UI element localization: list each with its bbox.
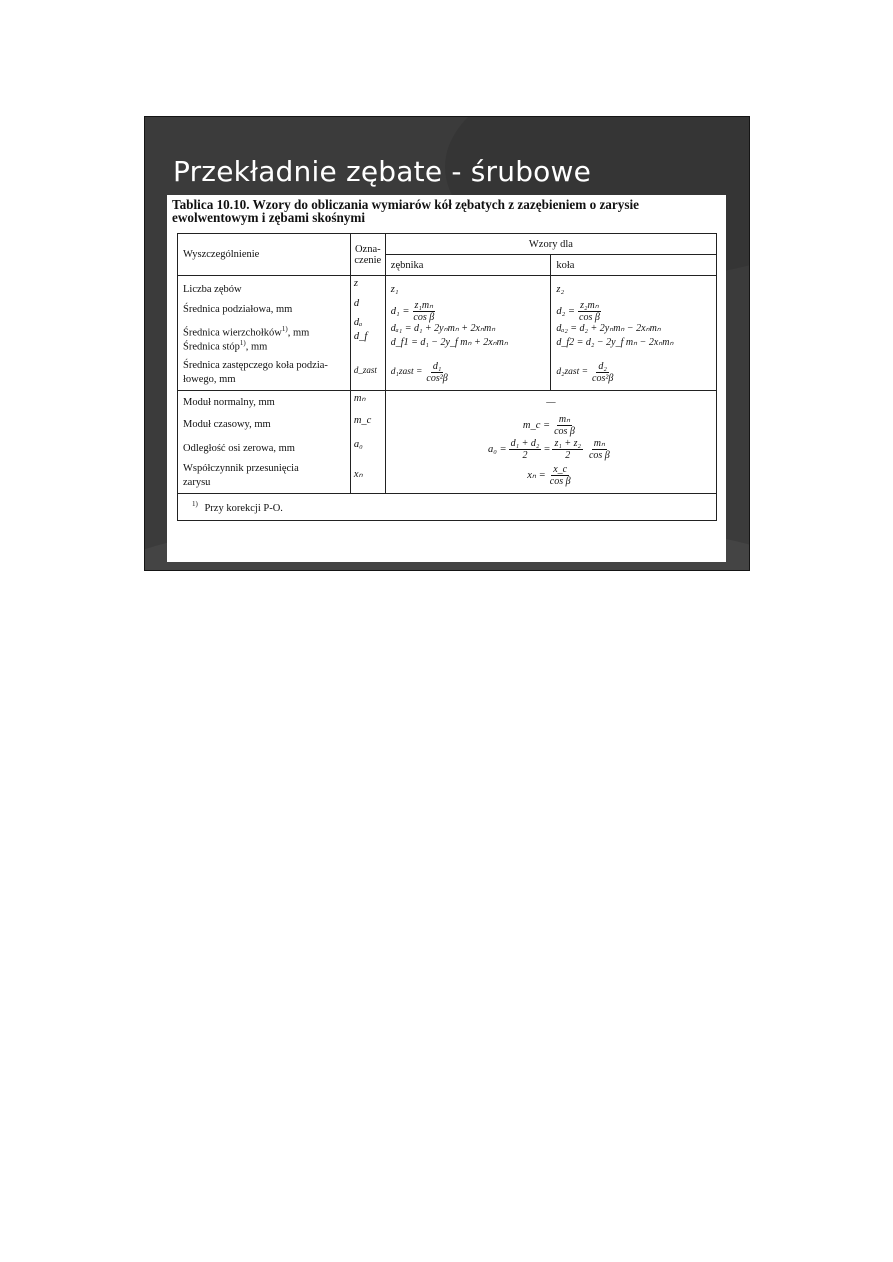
shared-formula: m_c = $\frac{\text{mₙ}}{\text{cos β}}$ — [522, 413, 575, 437]
header-symbol — [350, 234, 385, 276]
row-label: Średnica stóp$^{1)}$, mm — [183, 339, 268, 353]
gear-formula: z₂ — [556, 284, 565, 295]
pinion-formula: z₁ — [390, 284, 399, 295]
table-heading-line: Tablica 10.10. Wzory do obliczania wymiarów kół zębatych z zazębieniem o zarysie — [172, 197, 640, 212]
header-gear: koła — [551, 255, 717, 276]
row-symbol: mₙ — [353, 393, 366, 404]
header-item: Wyszczególnienie — [178, 234, 351, 276]
row-label: Średnica wierzchołków$^{1)}$, mm — [183, 325, 310, 339]
slide — [144, 116, 750, 571]
shared-formula: — — [546, 397, 556, 408]
row-label: Średnica zastępczego koła podzia- — [183, 360, 328, 371]
table-row — [178, 391, 717, 494]
header-symbol-line: czenie — [354, 254, 382, 266]
gear-formula: dₐ₂ = d₂ + 2yₙmₙ − 2xₙmₙ — [556, 323, 661, 334]
table-row — [178, 276, 717, 391]
row-label: zarysu — [183, 477, 211, 488]
pinion-formula: d₁zast = $\frac{\text{d₁}}{\text{cos²β}}$ — [390, 360, 448, 384]
row-symbol: d — [353, 298, 360, 309]
row-label: Odległość osi zerowa, mm — [183, 443, 295, 454]
header-pinion: zębnika — [385, 255, 551, 276]
row-symbol: dₐ — [353, 317, 363, 328]
gear-formula: d_f2 = d₂ − 2y_f mₙ − 2xₙmₙ — [556, 337, 674, 348]
shared-formula: a₀ = $\frac{\text{d₁ + d₂}}{2}$ = $\frac{\text{z₁ + z₂}}{2}$ $\frac{\text{mₙ}}{\text{cos β}}$ — [488, 437, 610, 461]
row-symbol: z — [353, 278, 358, 289]
table-heading — [172, 198, 722, 224]
row-label: Liczba zębów — [183, 284, 242, 295]
row-label: Moduł czasowy, mm — [183, 419, 271, 430]
gear-formula: d₂zast = $\frac{\text{d₂}}{\text{cos²β}}$ — [556, 360, 614, 384]
row-label: Moduł normalny, mm — [183, 397, 275, 408]
pinion-formula: d_f1 = d₁ − 2y_f mₙ + 2xₙmₙ — [390, 337, 508, 348]
gear-formula: d₂ = $\frac{\text{z₂mₙ}}{\text{cos β}}$ — [556, 299, 600, 323]
shared-formula: xₙ = $\frac{x\_c}{\text{cos β}}$ — [527, 463, 571, 487]
row-label: Średnica podziałowa, mm — [183, 304, 293, 315]
pinion-formula: d₁ = $\frac{\text{z₁mₙ}}{\text{cos β}}$ — [390, 299, 435, 323]
table-heading-line: ewolwentowym i zębami skośnymi — [172, 210, 366, 225]
row-symbol: d_zast — [353, 365, 377, 375]
header-formulas: Wzory dla — [385, 234, 716, 255]
formula-table — [177, 233, 717, 521]
footnote-text: Przy korekcji P-O. — [204, 502, 283, 514]
row-symbol: m_c — [353, 415, 372, 426]
row-label: Współczynnik przesunięcia — [183, 463, 299, 474]
footnote-row — [178, 494, 717, 521]
row-symbol: xₙ — [353, 469, 363, 480]
row-symbol: a₀ — [353, 439, 363, 450]
scanned-table-image — [167, 195, 726, 562]
pinion-formula: dₐ₁ = d₁ + 2yₙmₙ + 2xₙmₙ — [390, 323, 496, 334]
row-label: łowego, mm — [183, 374, 236, 385]
header-symbol-line: Ozna- — [354, 243, 381, 255]
footnote-mark: 1) — [192, 500, 198, 509]
row-symbol: d_f — [353, 331, 368, 342]
slide-title: Przekładnie zębate - śrubowe — [173, 155, 592, 188]
